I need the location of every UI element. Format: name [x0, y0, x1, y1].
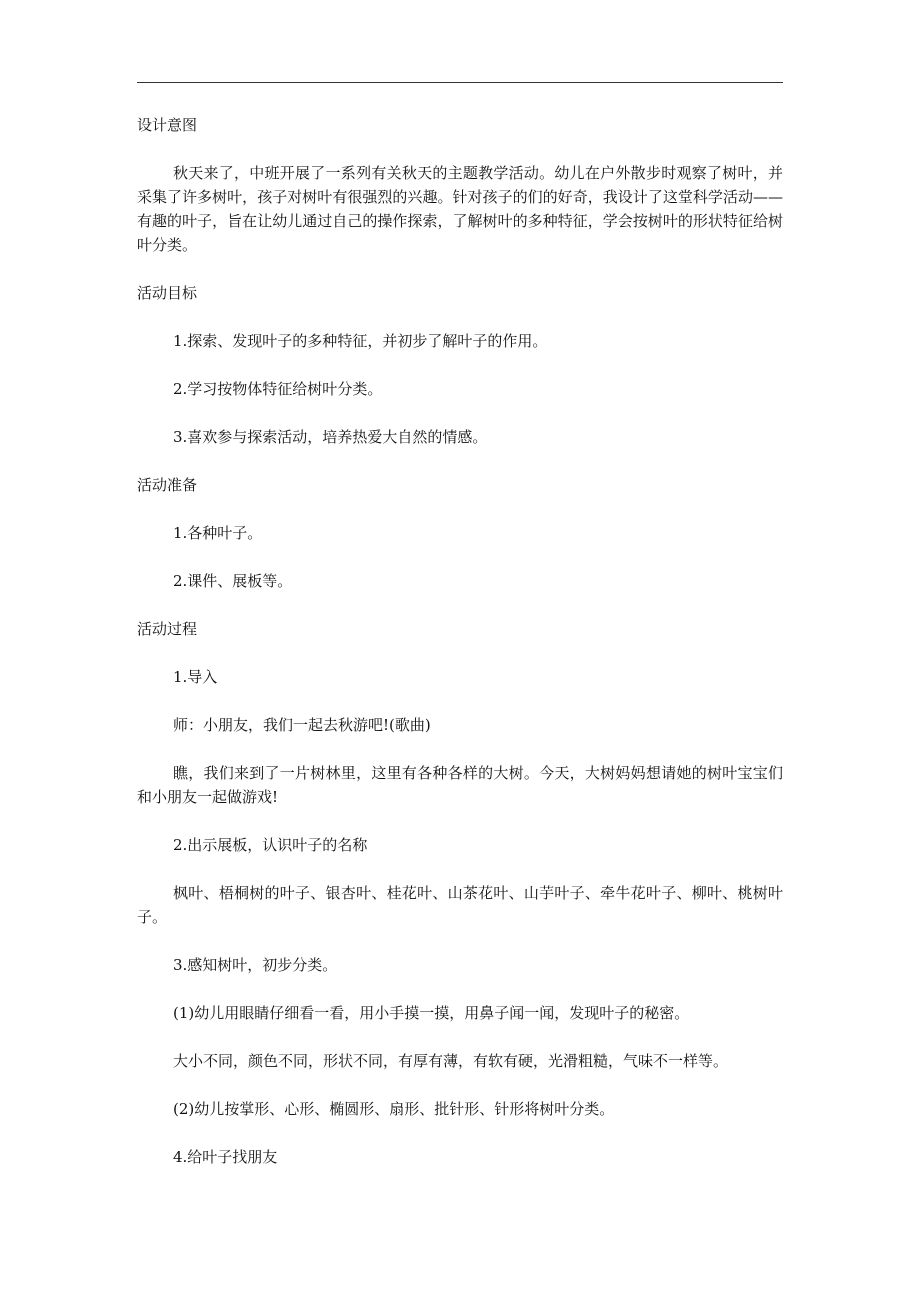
preparation-item-1: 1.各种叶子。 [173, 524, 263, 542]
section-heading-design-intent: 设计意图 [137, 116, 198, 134]
document-body [137, 113, 783, 1193]
process-step-3-sub-2: (2)幼儿按掌形、心形、椭圆形、扇形、批针形、针形将树叶分类。 [173, 1100, 615, 1118]
goal-item-1: 1.探索、发现叶子的多种特征，并初步了解叶子的作用。 [173, 332, 548, 350]
preparation-item-2: 2.课件、展板等。 [173, 572, 293, 590]
design-intent-paragraph: 秋天来了，中班开展了一系列有关秋天的主题教学活动。幼儿在户外散步时观察了树叶，并采集了许多树叶，孩子对树叶有很强烈的兴趣。针对孩子的们的好奇，我设计了这堂科学活动——有趣的叶子，旨在让幼儿通过自己的操作探索，了解树叶的多种特征，学会按树叶的形状特征给树叶分类。 [137, 164, 783, 254]
section-design-intent [137, 113, 783, 257]
section-heading-goals: 活动目标 [137, 284, 198, 302]
section-heading-process: 活动过程 [137, 620, 198, 638]
process-step-2-title: 2.出示展板，认识叶子的名称 [173, 836, 368, 854]
section-heading-preparation: 活动准备 [137, 476, 198, 494]
header-rule [137, 82, 783, 83]
process-step-3-sub-1: (1)幼儿用眼睛仔细看一看，用小手摸一摸，用鼻子闻一闻，发现叶子的秘密。 [173, 1004, 690, 1022]
section-process [137, 617, 783, 1169]
process-step-4-title: 4.给叶子找朋友 [173, 1148, 278, 1166]
process-step-1-title: 1.导入 [173, 668, 218, 686]
process-step-3-title: 3.感知树叶，初步分类。 [173, 956, 338, 974]
goal-item-2: 2.学习按物体特征给树叶分类。 [173, 380, 383, 398]
process-step-3-sub-1-result: 大小不同，颜色不同，形状不同，有厚有薄，有软有硬，光滑粗糙，气味不一样等。 [173, 1052, 729, 1070]
section-preparation [137, 473, 783, 593]
section-goals [137, 281, 783, 449]
goal-item-3: 3.喜欢参与探索活动，培养热爱大自然的情感。 [173, 428, 488, 446]
process-step-1-paragraph: 瞧，我们来到了一片树林里，这里有各种各样的大树。今天，大树妈妈想请她的树叶宝宝们和小朋友一起做游戏! [137, 764, 783, 806]
process-step-2-paragraph: 枫叶、梧桐树的叶子、银杏叶、桂花叶、山茶花叶、山芋叶子、牵牛花叶子、柳叶、桃树叶子。 [137, 884, 783, 926]
process-step-1-line: 师：小朋友，我们一起去秋游吧!(歌曲) [173, 716, 431, 734]
